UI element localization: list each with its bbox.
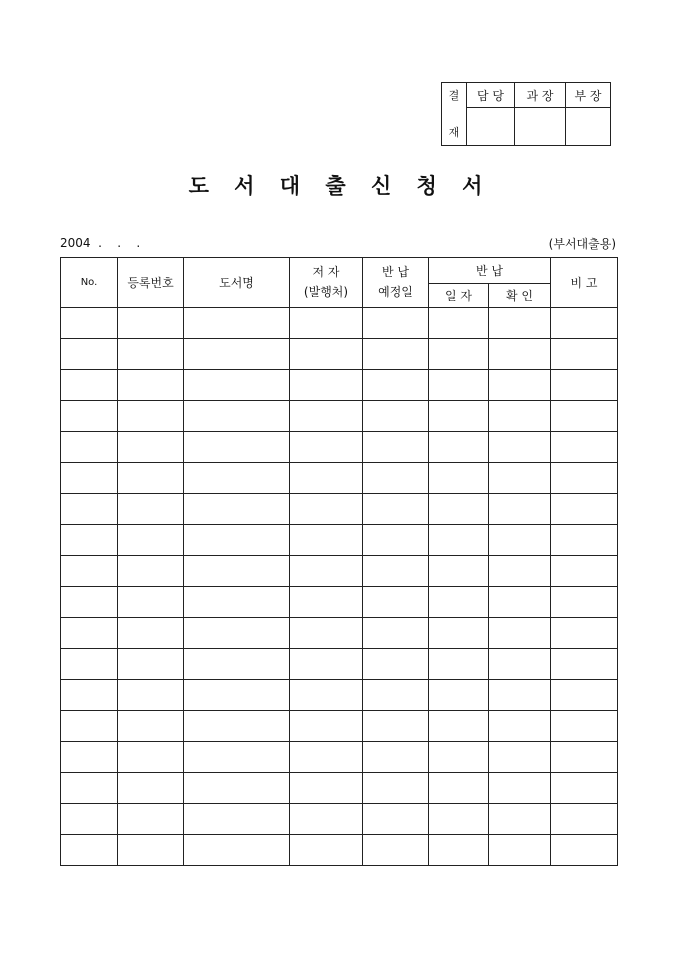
cell-remarks[interactable] bbox=[551, 711, 618, 742]
cell-return-confirm[interactable] bbox=[489, 742, 551, 773]
cell-registration-no[interactable] bbox=[118, 711, 184, 742]
cell-no[interactable] bbox=[61, 835, 118, 866]
cell-due-date[interactable] bbox=[363, 742, 429, 773]
cell-return-confirm[interactable] bbox=[489, 339, 551, 370]
cell-due-date[interactable] bbox=[363, 649, 429, 680]
cell-due-date[interactable] bbox=[363, 308, 429, 339]
cell-author[interactable] bbox=[290, 370, 363, 401]
cell-registration-no[interactable] bbox=[118, 463, 184, 494]
cell-book-title[interactable] bbox=[184, 463, 290, 494]
cell-book-title[interactable] bbox=[184, 835, 290, 866]
header-due-date bbox=[363, 258, 429, 308]
table-row bbox=[61, 370, 618, 401]
cell-remarks[interactable] bbox=[551, 556, 618, 587]
cell-author[interactable] bbox=[290, 401, 363, 432]
cell-book-title[interactable] bbox=[184, 432, 290, 463]
cell-author[interactable] bbox=[290, 339, 363, 370]
cell-no[interactable] bbox=[61, 680, 118, 711]
header-author-line1: 저 자 bbox=[312, 265, 340, 280]
approval-header-manager: 과 장 bbox=[515, 83, 566, 108]
cell-due-date[interactable] bbox=[363, 494, 429, 525]
approval-sign-manager[interactable] bbox=[515, 108, 566, 146]
cell-author[interactable] bbox=[290, 835, 363, 866]
cell-no[interactable] bbox=[61, 742, 118, 773]
cell-book-title[interactable] bbox=[184, 370, 290, 401]
cell-return-confirm[interactable] bbox=[489, 494, 551, 525]
cell-return-confirm[interactable] bbox=[489, 370, 551, 401]
cell-return-date[interactable] bbox=[429, 463, 489, 494]
cell-no[interactable] bbox=[61, 556, 118, 587]
cell-no[interactable] bbox=[61, 711, 118, 742]
cell-return-date[interactable] bbox=[429, 742, 489, 773]
table-row bbox=[61, 494, 618, 525]
cell-due-date[interactable] bbox=[363, 804, 429, 835]
cell-no[interactable] bbox=[61, 649, 118, 680]
cell-due-date[interactable] bbox=[363, 711, 429, 742]
cell-registration-no[interactable] bbox=[118, 432, 184, 463]
loan-table bbox=[60, 257, 618, 866]
approval-box bbox=[441, 82, 611, 146]
cell-book-title[interactable] bbox=[184, 711, 290, 742]
cell-no[interactable] bbox=[61, 308, 118, 339]
header-return-confirm: 확 인 bbox=[489, 284, 551, 308]
cell-due-date[interactable] bbox=[363, 587, 429, 618]
cell-book-title[interactable] bbox=[184, 308, 290, 339]
cell-remarks[interactable] bbox=[551, 463, 618, 494]
header-author-line2: (발행처) bbox=[303, 284, 349, 299]
request-date: 2004 . . . bbox=[60, 236, 141, 250]
cell-no[interactable] bbox=[61, 494, 118, 525]
cell-return-confirm[interactable] bbox=[489, 618, 551, 649]
cell-return-confirm[interactable] bbox=[489, 525, 551, 556]
header-no: No. bbox=[61, 258, 118, 308]
cell-author[interactable] bbox=[290, 494, 363, 525]
approval-sign-staff[interactable] bbox=[467, 108, 515, 146]
header-registration-no: 등록번호 bbox=[118, 258, 184, 308]
table-row bbox=[61, 587, 618, 618]
cell-registration-no[interactable] bbox=[118, 525, 184, 556]
cell-no[interactable] bbox=[61, 804, 118, 835]
cell-return-confirm[interactable] bbox=[489, 308, 551, 339]
cell-author[interactable] bbox=[290, 804, 363, 835]
cell-due-date[interactable] bbox=[363, 463, 429, 494]
cell-return-date[interactable] bbox=[429, 680, 489, 711]
cell-author[interactable] bbox=[290, 618, 363, 649]
cell-return-confirm[interactable] bbox=[489, 804, 551, 835]
cell-registration-no[interactable] bbox=[118, 680, 184, 711]
cell-return-confirm[interactable] bbox=[489, 556, 551, 587]
cell-remarks[interactable] bbox=[551, 308, 618, 339]
cell-remarks[interactable] bbox=[551, 742, 618, 773]
cell-book-title[interactable] bbox=[184, 494, 290, 525]
approval-header-staff: 담 당 bbox=[467, 83, 515, 108]
header-due-line2: 예정일 bbox=[378, 284, 413, 299]
cell-return-confirm[interactable] bbox=[489, 835, 551, 866]
cell-no[interactable] bbox=[61, 618, 118, 649]
approval-sign-director[interactable] bbox=[566, 108, 611, 146]
cell-registration-no[interactable] bbox=[118, 339, 184, 370]
cell-author[interactable] bbox=[290, 773, 363, 804]
loan-table-body bbox=[61, 308, 618, 866]
cell-due-date[interactable] bbox=[363, 432, 429, 463]
cell-return-confirm[interactable] bbox=[489, 773, 551, 804]
cell-registration-no[interactable] bbox=[118, 804, 184, 835]
cell-no[interactable] bbox=[61, 587, 118, 618]
cell-return-confirm[interactable] bbox=[489, 649, 551, 680]
header-remarks: 비 고 bbox=[551, 258, 618, 308]
header-due-line1: 반 납 bbox=[382, 265, 409, 280]
table-row bbox=[61, 618, 618, 649]
table-row bbox=[61, 525, 618, 556]
cell-return-confirm[interactable] bbox=[489, 432, 551, 463]
cell-author[interactable] bbox=[290, 742, 363, 773]
cell-return-date[interactable] bbox=[429, 432, 489, 463]
approval-side-label bbox=[442, 83, 467, 146]
cell-registration-no[interactable] bbox=[118, 494, 184, 525]
cell-remarks[interactable] bbox=[551, 680, 618, 711]
department-usage-label: (부서대출용) bbox=[548, 237, 616, 251]
cell-registration-no[interactable] bbox=[118, 587, 184, 618]
cell-author[interactable] bbox=[290, 649, 363, 680]
cell-remarks[interactable] bbox=[551, 773, 618, 804]
cell-registration-no[interactable] bbox=[118, 401, 184, 432]
cell-return-date[interactable] bbox=[429, 649, 489, 680]
table-row bbox=[61, 432, 618, 463]
cell-book-title[interactable] bbox=[184, 649, 290, 680]
cell-no[interactable] bbox=[61, 401, 118, 432]
cell-remarks[interactable] bbox=[551, 525, 618, 556]
cell-return-date[interactable] bbox=[429, 804, 489, 835]
cell-book-title[interactable] bbox=[184, 587, 290, 618]
cell-remarks[interactable] bbox=[551, 835, 618, 866]
cell-return-date[interactable] bbox=[429, 339, 489, 370]
cell-registration-no[interactable] bbox=[118, 556, 184, 587]
cell-book-title[interactable] bbox=[184, 804, 290, 835]
cell-registration-no[interactable] bbox=[118, 649, 184, 680]
cell-due-date[interactable] bbox=[363, 680, 429, 711]
cell-registration-no[interactable] bbox=[118, 308, 184, 339]
table-row bbox=[61, 556, 618, 587]
cell-no[interactable] bbox=[61, 463, 118, 494]
cell-remarks[interactable] bbox=[551, 587, 618, 618]
page-title: 도 서 대 출 신 청 서 bbox=[188, 173, 492, 198]
cell-return-date[interactable] bbox=[429, 525, 489, 556]
cell-no[interactable] bbox=[61, 339, 118, 370]
approval-side-top: 결 bbox=[448, 89, 460, 102]
cell-due-date[interactable] bbox=[363, 835, 429, 866]
cell-due-date[interactable] bbox=[363, 773, 429, 804]
cell-return-date[interactable] bbox=[429, 401, 489, 432]
cell-book-title[interactable] bbox=[184, 742, 290, 773]
cell-registration-no[interactable] bbox=[118, 370, 184, 401]
cell-author[interactable] bbox=[290, 432, 363, 463]
cell-no[interactable] bbox=[61, 370, 118, 401]
cell-return-date[interactable] bbox=[429, 618, 489, 649]
cell-registration-no[interactable] bbox=[118, 742, 184, 773]
cell-book-title[interactable] bbox=[184, 525, 290, 556]
cell-no[interactable] bbox=[61, 525, 118, 556]
cell-return-confirm[interactable] bbox=[489, 463, 551, 494]
table-row bbox=[61, 742, 618, 773]
cell-return-confirm[interactable] bbox=[489, 680, 551, 711]
cell-return-date[interactable] bbox=[429, 308, 489, 339]
table-row bbox=[61, 339, 618, 370]
table-row bbox=[61, 773, 618, 804]
cell-return-date[interactable] bbox=[429, 370, 489, 401]
approval-side-bottom: 재 bbox=[448, 126, 460, 139]
cell-author[interactable] bbox=[290, 525, 363, 556]
header-return-group: 반 납 bbox=[429, 258, 551, 284]
cell-book-title[interactable] bbox=[184, 618, 290, 649]
cell-remarks[interactable] bbox=[551, 494, 618, 525]
cell-return-date[interactable] bbox=[429, 494, 489, 525]
cell-due-date[interactable] bbox=[363, 339, 429, 370]
table-row bbox=[61, 680, 618, 711]
cell-return-date[interactable] bbox=[429, 556, 489, 587]
cell-due-date[interactable] bbox=[363, 401, 429, 432]
cell-remarks[interactable] bbox=[551, 401, 618, 432]
cell-return-date[interactable] bbox=[429, 711, 489, 742]
cell-author[interactable] bbox=[290, 463, 363, 494]
cell-author[interactable] bbox=[290, 680, 363, 711]
cell-book-title[interactable] bbox=[184, 556, 290, 587]
cell-no[interactable] bbox=[61, 432, 118, 463]
cell-remarks[interactable] bbox=[551, 649, 618, 680]
table-row bbox=[61, 401, 618, 432]
cell-due-date[interactable] bbox=[363, 525, 429, 556]
cell-return-date[interactable] bbox=[429, 835, 489, 866]
cell-registration-no[interactable] bbox=[118, 773, 184, 804]
table-row bbox=[61, 835, 618, 866]
cell-registration-no[interactable] bbox=[118, 835, 184, 866]
cell-author[interactable] bbox=[290, 556, 363, 587]
cell-return-date[interactable] bbox=[429, 773, 489, 804]
table-row bbox=[61, 308, 618, 339]
table-row bbox=[61, 649, 618, 680]
cell-book-title[interactable] bbox=[184, 773, 290, 804]
cell-due-date[interactable] bbox=[363, 618, 429, 649]
cell-author[interactable] bbox=[290, 308, 363, 339]
cell-author[interactable] bbox=[290, 587, 363, 618]
table-row bbox=[61, 711, 618, 742]
cell-remarks[interactable] bbox=[551, 339, 618, 370]
cell-remarks[interactable] bbox=[551, 618, 618, 649]
cell-return-confirm[interactable] bbox=[489, 401, 551, 432]
cell-book-title[interactable] bbox=[184, 401, 290, 432]
cell-author[interactable] bbox=[290, 711, 363, 742]
header-author bbox=[290, 258, 363, 308]
cell-due-date[interactable] bbox=[363, 370, 429, 401]
cell-book-title[interactable] bbox=[184, 339, 290, 370]
table-row bbox=[61, 804, 618, 835]
cell-return-confirm[interactable] bbox=[489, 587, 551, 618]
cell-return-confirm[interactable] bbox=[489, 711, 551, 742]
approval-header-director: 부 장 bbox=[566, 83, 611, 108]
cell-book-title[interactable] bbox=[184, 680, 290, 711]
cell-remarks[interactable] bbox=[551, 370, 618, 401]
cell-due-date[interactable] bbox=[363, 556, 429, 587]
header-book-title: 도서명 bbox=[184, 258, 290, 308]
cell-registration-no[interactable] bbox=[118, 618, 184, 649]
cell-remarks[interactable] bbox=[551, 432, 618, 463]
cell-no[interactable] bbox=[61, 773, 118, 804]
cell-return-date[interactable] bbox=[429, 587, 489, 618]
cell-remarks[interactable] bbox=[551, 804, 618, 835]
table-row bbox=[61, 463, 618, 494]
header-return-date: 일 자 bbox=[429, 284, 489, 308]
